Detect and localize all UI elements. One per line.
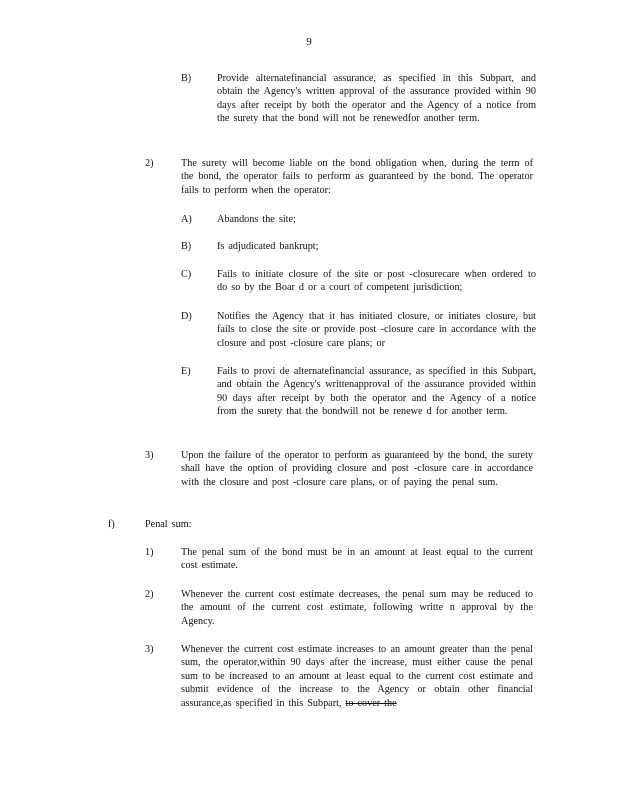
item-text-body: Whenever the current cost estimate increases to an amount greater than the penal sum, the operator,within 90 days after the increase, must either cause the penal sum to be increased to an amount at least equal to the current cost estimate and submit evidence of the increase to the Agency or obtain other financial assurance,as specified in this Subpart, bbox=[181, 644, 533, 709]
item-label: C) bbox=[181, 269, 192, 280]
item-text: The penal sum of the bond must be in an amount at least equal to the current cost estimate. bbox=[181, 547, 533, 572]
item-label: A) bbox=[181, 214, 192, 225]
item-text: Abandons the site; bbox=[217, 214, 296, 225]
item-text bbox=[181, 643, 533, 710]
item-label: 3) bbox=[145, 644, 154, 655]
item-text: Provide alternatefinancial assurance, as specified in this Subpart, and obtain the Agency's written approval of the assurance provided within 90 days after receipt by both the operator and the Agency of a notice from the surety that the bond will not be renewedfor another term. bbox=[217, 73, 536, 125]
item-text: Notifies the Agency that it has initiated closure, or initiates closure, but fails to close the site or provide post -closure care in accordance with the closure and post -closure care plans; or bbox=[217, 311, 536, 349]
item-label: 1) bbox=[145, 547, 154, 558]
item-label: B) bbox=[181, 241, 192, 252]
item-label: B) bbox=[181, 73, 192, 84]
item-text: Fails to initiate closure of the site or post -closurecare when ordered to do so by the Boar d or a court of competent jurisdiction; bbox=[217, 269, 536, 294]
item-text: Fails to provi de alternatefinancial assurance, as specified in this Subpart, and obtain the Agency's writtenapproval of the assurance provided within 90 days after receipt by both the operator and the Agency of a notice from the surety that the bondwill not be renewe d for another term. bbox=[217, 366, 536, 418]
item-text: Upon the failure of the operator to perform as guaranteed by the bond, the surety shall have the option of providing closure and post -closure care in accordance with the closure and post -closure care plans, or of paying the penal sum. bbox=[181, 450, 533, 488]
item-label: D) bbox=[181, 311, 192, 322]
page-number: 9 bbox=[306, 36, 312, 48]
struck-text: to cover the bbox=[345, 697, 397, 709]
item-text: Whenever the current cost estimate decreases, the penal sum may be reduced to the amount of the current cost estimate, following writte n approval by the Agency. bbox=[181, 589, 533, 627]
item-text: Is adjudicated bankrupt; bbox=[217, 241, 319, 252]
item-label: 3) bbox=[145, 450, 154, 461]
item-label: 2) bbox=[145, 158, 154, 169]
section-heading: Penal sum: bbox=[145, 519, 192, 530]
item-label: 2) bbox=[145, 589, 154, 600]
section-label: f) bbox=[108, 519, 115, 530]
item-label: E) bbox=[181, 366, 191, 377]
item-text: The surety will become liable on the bond obligation when, during the term of the bond, the operator fails to perform as guaranteed by the bond. The operator fails to perform when the operator: bbox=[181, 158, 533, 196]
